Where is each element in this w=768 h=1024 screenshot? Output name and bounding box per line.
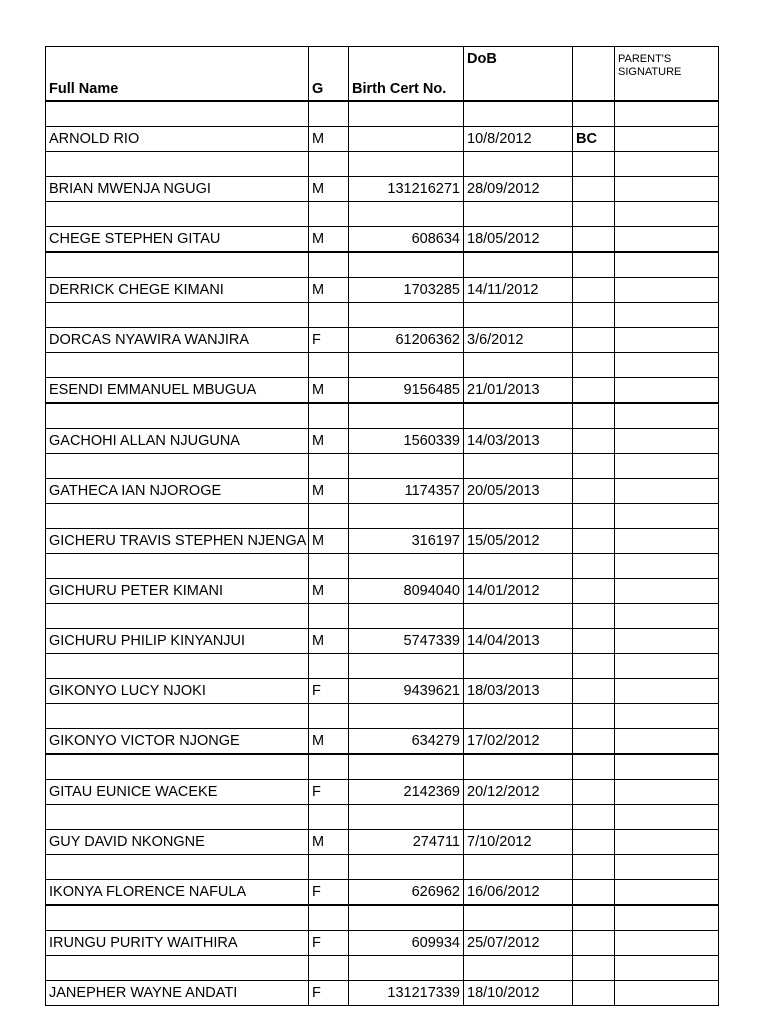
empty-cell <box>309 353 349 378</box>
empty-cell <box>573 704 615 729</box>
student-row <box>46 529 719 554</box>
empty-cell <box>464 654 573 679</box>
note-cell <box>573 729 615 755</box>
empty-cell <box>464 704 573 729</box>
student-name-cell: BRIAN MWENJA NGUGI <box>46 177 309 202</box>
birth-cert-cell: 608634 <box>349 227 464 253</box>
birth-cert-cell: 274711 <box>349 830 464 855</box>
dob-cell: 14/04/2013 <box>464 629 573 654</box>
empty-cell <box>615 152 719 177</box>
empty-cell <box>46 956 309 981</box>
student-row <box>46 278 719 303</box>
empty-cell <box>309 704 349 729</box>
note-cell <box>573 579 615 604</box>
gender-cell: M <box>309 278 349 303</box>
student-name-cell: GICHURU PETER KIMANI <box>46 579 309 604</box>
student-name-cell: DORCAS NYAWIRA WANJIRA <box>46 328 309 353</box>
birth-cert-cell: 2142369 <box>349 780 464 805</box>
student-row <box>46 579 719 604</box>
note-cell <box>573 227 615 253</box>
empty-cell <box>615 504 719 529</box>
gender-cell: M <box>309 479 349 504</box>
empty-cell <box>615 353 719 378</box>
signature-cell <box>615 529 719 554</box>
signature-cell <box>615 931 719 956</box>
student-row <box>46 429 719 454</box>
birth-cert-cell: 9439621 <box>349 679 464 704</box>
spacer-row <box>46 805 719 830</box>
empty-cell <box>46 303 309 328</box>
empty-cell <box>309 654 349 679</box>
dob-cell: 25/07/2012 <box>464 931 573 956</box>
dob-cell: 15/05/2012 <box>464 529 573 554</box>
student-row <box>46 880 719 906</box>
student-name-cell: GATHECA IAN NJOROGE <box>46 479 309 504</box>
spacer-row <box>46 353 719 378</box>
empty-cell <box>615 303 719 328</box>
dob-cell: 7/10/2012 <box>464 830 573 855</box>
note-cell <box>573 830 615 855</box>
signature-cell <box>615 679 719 704</box>
note-cell <box>573 629 615 654</box>
header-full-name: Full Name <box>46 47 309 102</box>
spacer-row <box>46 704 719 729</box>
gender-cell: M <box>309 830 349 855</box>
dob-cell: 10/8/2012 <box>464 127 573 152</box>
signature-cell <box>615 880 719 906</box>
empty-cell <box>309 855 349 880</box>
empty-cell <box>349 805 464 830</box>
empty-cell <box>615 905 719 931</box>
dob-cell: 18/05/2012 <box>464 227 573 253</box>
birth-cert-cell <box>349 127 464 152</box>
empty-cell <box>46 202 309 227</box>
student-row <box>46 629 719 654</box>
header-birth-cert: Birth Cert No. <box>349 47 464 102</box>
birth-cert-cell: 316197 <box>349 529 464 554</box>
header-note <box>573 47 615 102</box>
empty-cell <box>309 101 349 127</box>
birth-cert-cell: 61206362 <box>349 328 464 353</box>
empty-cell <box>46 704 309 729</box>
empty-cell <box>349 654 464 679</box>
student-row <box>46 177 719 202</box>
empty-cell <box>46 403 309 429</box>
empty-cell <box>464 855 573 880</box>
empty-cell <box>573 956 615 981</box>
note-cell: BC <box>573 127 615 152</box>
note-cell <box>573 328 615 353</box>
dob-cell: 20/12/2012 <box>464 780 573 805</box>
empty-cell <box>464 956 573 981</box>
student-name-cell: ARNOLD RIO <box>46 127 309 152</box>
empty-cell <box>46 754 309 780</box>
student-name-cell: ESENDI EMMANUEL MBUGUA <box>46 378 309 404</box>
birth-cert-cell: 1703285 <box>349 278 464 303</box>
empty-cell <box>46 101 309 127</box>
empty-cell <box>46 805 309 830</box>
empty-cell <box>309 454 349 479</box>
signature-cell <box>615 479 719 504</box>
spacer-row <box>46 252 719 278</box>
signature-cell <box>615 378 719 404</box>
student-name-cell: GIKONYO LUCY NJOKI <box>46 679 309 704</box>
empty-cell <box>464 152 573 177</box>
empty-cell <box>309 805 349 830</box>
empty-cell <box>309 604 349 629</box>
birth-cert-cell: 9156485 <box>349 378 464 404</box>
birth-cert-cell: 8094040 <box>349 579 464 604</box>
register-body <box>46 101 719 1006</box>
spacer-row <box>46 504 719 529</box>
dob-cell: 14/01/2012 <box>464 579 573 604</box>
birth-cert-cell: 626962 <box>349 880 464 906</box>
spacer-row <box>46 855 719 880</box>
signature-cell <box>615 780 719 805</box>
signature-cell <box>615 328 719 353</box>
empty-cell <box>615 252 719 278</box>
empty-cell <box>309 202 349 227</box>
signature-cell <box>615 177 719 202</box>
empty-cell <box>349 604 464 629</box>
empty-cell <box>573 805 615 830</box>
empty-cell <box>573 454 615 479</box>
birth-cert-cell: 1174357 <box>349 479 464 504</box>
note-cell <box>573 880 615 906</box>
student-row <box>46 378 719 404</box>
header-gender: G <box>309 47 349 102</box>
empty-cell <box>464 303 573 328</box>
signature-cell <box>615 629 719 654</box>
student-name-cell: GIKONYO VICTOR NJONGE <box>46 729 309 755</box>
spacer-row <box>46 905 719 931</box>
note-cell <box>573 780 615 805</box>
empty-cell <box>464 604 573 629</box>
empty-cell <box>573 604 615 629</box>
empty-cell <box>573 654 615 679</box>
empty-cell <box>615 855 719 880</box>
empty-cell <box>46 855 309 880</box>
empty-cell <box>349 353 464 378</box>
empty-cell <box>46 454 309 479</box>
student-name-cell: CHEGE STEPHEN GITAU <box>46 227 309 253</box>
student-name-cell: GACHOHI ALLAN NJUGUNA <box>46 429 309 454</box>
empty-cell <box>573 101 615 127</box>
student-row <box>46 780 719 805</box>
empty-cell <box>46 604 309 629</box>
student-name-cell: IKONYA FLORENCE NAFULA <box>46 880 309 906</box>
spacer-row <box>46 152 719 177</box>
gender-cell: F <box>309 328 349 353</box>
empty-cell <box>573 554 615 579</box>
gender-cell: F <box>309 679 349 704</box>
empty-cell <box>615 454 719 479</box>
signature-cell <box>615 579 719 604</box>
empty-cell <box>46 252 309 278</box>
empty-cell <box>464 454 573 479</box>
empty-cell <box>309 905 349 931</box>
signature-cell <box>615 429 719 454</box>
gender-cell: F <box>309 931 349 956</box>
student-row <box>46 981 719 1006</box>
empty-cell <box>349 855 464 880</box>
empty-cell <box>309 403 349 429</box>
empty-cell <box>46 504 309 529</box>
empty-cell <box>349 403 464 429</box>
empty-cell <box>349 704 464 729</box>
note-cell <box>573 278 615 303</box>
empty-cell <box>573 403 615 429</box>
class-register-table <box>45 46 719 1006</box>
empty-cell <box>464 353 573 378</box>
dob-cell: 16/06/2012 <box>464 880 573 906</box>
gender-cell: F <box>309 780 349 805</box>
header-row <box>46 47 719 102</box>
empty-cell <box>615 403 719 429</box>
student-row <box>46 227 719 253</box>
note-cell <box>573 429 615 454</box>
gender-cell: M <box>309 629 349 654</box>
student-row <box>46 328 719 353</box>
note-cell <box>573 931 615 956</box>
empty-cell <box>573 855 615 880</box>
signature-cell <box>615 729 719 755</box>
empty-cell <box>349 504 464 529</box>
spacer-row <box>46 956 719 981</box>
spacer-row <box>46 654 719 679</box>
empty-cell <box>46 905 309 931</box>
signature-cell <box>615 127 719 152</box>
note-cell <box>573 529 615 554</box>
dob-cell: 3/6/2012 <box>464 328 573 353</box>
gender-cell: M <box>309 177 349 202</box>
gender-cell: M <box>309 127 349 152</box>
student-row <box>46 931 719 956</box>
empty-cell <box>309 956 349 981</box>
student-name-cell: GITAU EUNICE WACEKE <box>46 780 309 805</box>
student-name-cell: GICHERU TRAVIS STEPHEN NJENGA <box>46 529 309 554</box>
dob-cell: 18/10/2012 <box>464 981 573 1006</box>
empty-cell <box>46 554 309 579</box>
student-name-cell: IRUNGU PURITY WAITHIRA <box>46 931 309 956</box>
birth-cert-cell: 1560339 <box>349 429 464 454</box>
empty-cell <box>46 152 309 177</box>
empty-cell <box>615 554 719 579</box>
empty-cell <box>573 152 615 177</box>
dob-cell: 18/03/2013 <box>464 679 573 704</box>
empty-cell <box>464 554 573 579</box>
empty-cell <box>309 754 349 780</box>
birth-cert-cell: 609934 <box>349 931 464 956</box>
note-cell <box>573 479 615 504</box>
student-name-cell: GICHURU PHILIP KINYANJUI <box>46 629 309 654</box>
signature-cell <box>615 830 719 855</box>
empty-cell <box>573 252 615 278</box>
student-row <box>46 479 719 504</box>
signature-label-line2: SIGNATURE <box>618 66 682 78</box>
empty-cell <box>615 202 719 227</box>
empty-cell <box>464 805 573 830</box>
empty-cell <box>349 303 464 328</box>
empty-cell <box>615 805 719 830</box>
empty-cell <box>349 454 464 479</box>
birth-cert-cell: 131216271 <box>349 177 464 202</box>
empty-cell <box>464 905 573 931</box>
header-dob: DoB <box>464 47 573 102</box>
empty-cell <box>573 303 615 328</box>
empty-cell <box>349 152 464 177</box>
empty-cell <box>309 252 349 278</box>
student-row <box>46 729 719 755</box>
empty-cell <box>464 101 573 127</box>
gender-cell: M <box>309 529 349 554</box>
empty-cell <box>615 654 719 679</box>
header-parent-signature <box>615 47 719 102</box>
birth-cert-cell: 634279 <box>349 729 464 755</box>
gender-cell: F <box>309 880 349 906</box>
note-cell <box>573 177 615 202</box>
student-row <box>46 679 719 704</box>
spacer-row <box>46 303 719 328</box>
empty-cell <box>309 152 349 177</box>
empty-cell <box>349 905 464 931</box>
spacer-row <box>46 454 719 479</box>
empty-cell <box>573 504 615 529</box>
empty-cell <box>464 504 573 529</box>
empty-cell <box>464 202 573 227</box>
empty-cell <box>573 905 615 931</box>
dob-cell: 14/03/2013 <box>464 429 573 454</box>
gender-cell: M <box>309 227 349 253</box>
empty-cell <box>573 202 615 227</box>
empty-cell <box>46 654 309 679</box>
gender-cell: M <box>309 429 349 454</box>
signature-label-line1: PARENT'S <box>618 53 672 65</box>
birth-cert-cell: 5747339 <box>349 629 464 654</box>
empty-cell <box>309 554 349 579</box>
empty-cell <box>309 504 349 529</box>
gender-cell: M <box>309 729 349 755</box>
spacer-row <box>46 202 719 227</box>
note-cell <box>573 981 615 1006</box>
empty-cell <box>46 353 309 378</box>
empty-cell <box>464 252 573 278</box>
empty-cell <box>615 704 719 729</box>
empty-cell <box>615 956 719 981</box>
dob-cell: 28/09/2012 <box>464 177 573 202</box>
empty-cell <box>464 403 573 429</box>
empty-cell <box>349 754 464 780</box>
dob-cell: 14/11/2012 <box>464 278 573 303</box>
birth-cert-cell: 131217339 <box>349 981 464 1006</box>
empty-cell <box>349 956 464 981</box>
note-cell <box>573 679 615 704</box>
gender-cell: M <box>309 579 349 604</box>
student-name-cell: DERRICK CHEGE KIMANI <box>46 278 309 303</box>
student-row <box>46 830 719 855</box>
empty-cell <box>309 303 349 328</box>
spacer-row <box>46 604 719 629</box>
gender-cell: M <box>309 378 349 404</box>
empty-cell <box>573 754 615 780</box>
spacer-row <box>46 754 719 780</box>
empty-cell <box>349 554 464 579</box>
empty-cell <box>349 252 464 278</box>
empty-cell <box>615 604 719 629</box>
dob-cell: 17/02/2012 <box>464 729 573 755</box>
empty-cell <box>349 202 464 227</box>
signature-cell <box>615 981 719 1006</box>
student-row <box>46 127 719 152</box>
empty-cell <box>615 101 719 127</box>
empty-cell <box>573 353 615 378</box>
dob-cell: 21/01/2013 <box>464 378 573 404</box>
spacer-row <box>46 403 719 429</box>
student-name-cell: JANEPHER WAYNE ANDATI <box>46 981 309 1006</box>
empty-cell <box>464 754 573 780</box>
signature-cell <box>615 227 719 253</box>
student-name-cell: GUY DAVID NKONGNE <box>46 830 309 855</box>
note-cell <box>573 378 615 404</box>
empty-cell <box>349 101 464 127</box>
gender-cell: F <box>309 981 349 1006</box>
spacer-row <box>46 554 719 579</box>
signature-cell <box>615 278 719 303</box>
spacer-row <box>46 101 719 127</box>
empty-cell <box>615 754 719 780</box>
dob-cell: 20/05/2013 <box>464 479 573 504</box>
